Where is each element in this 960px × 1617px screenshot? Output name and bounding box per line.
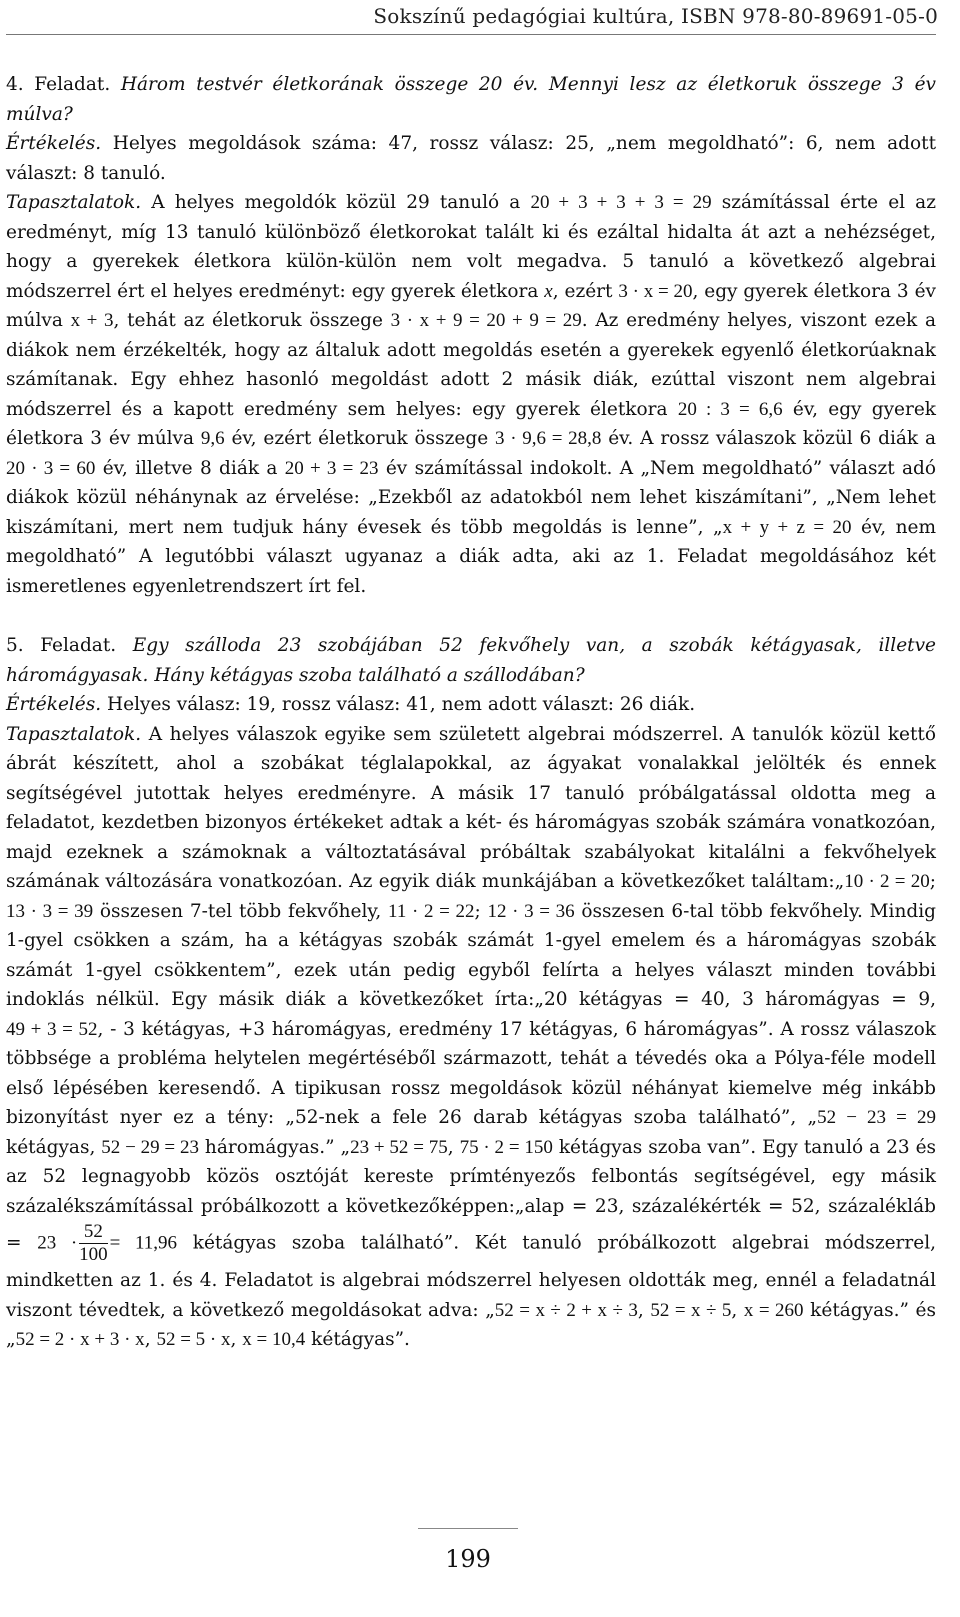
math-expression: 52 = 2 · x + 3 · x xyxy=(15,1329,145,1350)
math-expression: 3 · 9,6 = 28,8 xyxy=(495,428,602,449)
math-expression: 20 + 3 = 23 xyxy=(284,457,379,479)
math-expression: 10 · 2 = 20 xyxy=(844,871,930,892)
text-run: , xyxy=(637,1299,644,1321)
text-run: , - 3 kétágyas, +3 háromágyas, eredmény 17 kétágyas, 6 háromágyas”. A rossz válaszok többsége a probléma helytelen megértéséből származott, tehát a tévedés oka a Pólya-féle modell első lépésében keresendő. A tipikusan rossz megoldások közül néhányat kiemelve még inkább bizonyítást nyer ez a tény: „52-nek a fele 26 darab kétágyas szoba található”, „ xyxy=(6,1018,936,1128)
math-variable: x xyxy=(544,280,553,302)
text-run: kétágyas.” és „ xyxy=(6,1299,936,1350)
math-expression: 52 = 5 · x xyxy=(156,1329,231,1350)
text-run: számítással érte el az eredményt, míg 13 tanuló különböző életkorokat talált ki és ezáltal hidalta át azt a nehézséget, hogy a gyerekek életkora külön-külön nem volt megadva. 5 tanuló a következő algebrai módszerrel ért el helyes eredményt: egy gyerek életkora xyxy=(6,192,936,302)
task-5-question: Egy szálloda 23 szobájában 52 fekvőhely van, a szobák kétágyasak, illetve háromágyasak. Hány kétágyas szoba található a szállodában? xyxy=(6,635,937,686)
math-expression: x + y + z = 20 xyxy=(722,516,852,538)
math-expression: 9,6 xyxy=(200,428,225,449)
task-4-eval-label: Értékelés. xyxy=(6,133,102,154)
math-expression: x = 10,4 xyxy=(242,1329,306,1350)
text-run: , tehát az életkoruk összege xyxy=(113,310,383,331)
task-5-exp-label: Tapasztalatok. xyxy=(6,723,142,745)
text-run: év, ezért életkoruk összege xyxy=(231,428,489,449)
text-run: , egy gyerek életkora 3 év múlva xyxy=(6,280,936,331)
task-5-evaluation xyxy=(6,690,936,720)
math-expression: 3 · x = 20 xyxy=(618,280,693,302)
task-4-label: 4. Feladat. xyxy=(6,74,111,95)
header-rule xyxy=(6,34,936,35)
math-expression: 23 + 52 = 75 xyxy=(350,1136,448,1158)
page-body xyxy=(6,70,936,1355)
text-run: háromágyas.” „ xyxy=(204,1136,351,1158)
task-4-eval-text: Helyes megoldások száma: 47, rossz válasz: 25, „nem megoldható”: 6, nem adott választ: 8 tanuló. xyxy=(6,133,937,184)
text-run: A helyes megoldók közül 29 tanuló a xyxy=(151,192,521,213)
math-expression: 11 · 2 = 22 xyxy=(388,900,475,922)
text-run: összesen 6-tal több fekvőhely. Mindig 1-gyel csökken a szám, ha a kétágyas szobák számát 1-gyel emelem és a háromágyas szobák számát 1-gyel csökkentem”, ezek után pedig egyből felírta a helyes választ minden további indoklás nélkül. Egy másik diák a következőket írta:„20 kétágyas = 40, 3 háromágyas = 9, xyxy=(6,900,936,1010)
math-expression: 52 = x ÷ 5 xyxy=(650,1299,732,1321)
fraction-prefix: 23 · xyxy=(37,1232,78,1254)
task-4-statement xyxy=(6,70,936,129)
math-expression: x = 260 xyxy=(743,1299,804,1321)
fraction xyxy=(79,1221,108,1266)
math-expression: 20 : 3 = 6,6 xyxy=(677,398,783,420)
task-5-eval-label: Értékelés. xyxy=(6,694,102,715)
math-expression: x + 3 xyxy=(70,310,114,331)
math-expression: 49 + 3 = 52 xyxy=(6,1018,98,1040)
math-expression: 75 · 2 = 150 xyxy=(459,1136,553,1158)
fraction-denominator: 100 xyxy=(79,1244,108,1265)
task-4-evaluation xyxy=(6,129,936,188)
text-run: A helyes válaszok egyike sem született algebrai módszerrel. A tanulók közül kettő ábrát készített, ahol a szobákat téglalapokkal, az ágyakat vonalakkal jelölték és ennek segítségével jutottak helyes eredményre. A másik 17 tanuló próbálgatással oldotta meg a feladatot, kezdetben bizonyos értékeket adtak a két- és háromágyas szobák számára vonatkozóan, majd ezeknek a számoknak a változtatásával próbáltak szabályokat kitalálni a fekvőhelyek számának változására vonatkozóan. Az egyik diák munkájában a következőket találtam:„ xyxy=(6,723,936,892)
text-run: év, egy gyerek életkora 3 év múlva xyxy=(6,398,936,449)
task-4-question: Három testvér életkorának összege 20 év. Mennyi lesz az életkoruk összege 3 év múlva? xyxy=(6,74,936,125)
math-expression: 13 · 3 = 39 xyxy=(6,900,94,922)
page-header: Sokszínű pedagógiai kultúra, ISBN 978-80-89691-05-0 xyxy=(373,4,938,28)
footer-rule xyxy=(418,1528,518,1529)
task-4-exp-label: Tapasztalatok. xyxy=(6,192,142,213)
text-run: kétágyas, xyxy=(6,1136,96,1158)
math-expression: 3 · x + 9 = 20 + 9 = 29 xyxy=(390,310,582,331)
text-run: , xyxy=(731,1299,738,1321)
text-run: ; xyxy=(474,900,481,922)
math-expression: 20 · 3 = 60 xyxy=(6,457,96,479)
page-number: 199 xyxy=(445,1545,491,1573)
text-run: összesen 7-tel több fekvőhely, xyxy=(99,900,382,922)
text-run: . Az eredmény helyes, viszont ezek a diákok nem érzékelték, hogy az általuk adott megoldás esetén a gyerekek egyenlő életkorúaknak számítanak. Egy ehhez hasonló megoldást adott 2 másik diák, ezúttal viszont nem algebrai módszerrel és a kapott eredmény sem helyes: egy gyerek életkora xyxy=(6,310,936,420)
text-run: év, illetve 8 diák a xyxy=(102,457,278,479)
text-run: kétágyas”. xyxy=(311,1329,410,1350)
text-run: kétágyas szoba található”. Két tanuló próbálkozott algebrai módszerrel, mindketten az 1. és 4. Feladatot is algebrai módszerrel helyesen oldották meg, ennél a feladatnál viszont tévedtek, a következő megoldásokat adva: „ xyxy=(6,1232,936,1321)
text-run: ; xyxy=(929,871,936,892)
task-5-label: 5. Feladat. xyxy=(6,635,117,656)
math-expression: = 11,96 xyxy=(109,1232,178,1254)
section-gap xyxy=(6,601,936,631)
text-run: , xyxy=(144,1329,151,1350)
math-expression: 52 = x ÷ 2 + x ÷ 3 xyxy=(494,1299,638,1321)
text-run: kétágyas szoba van”. Egy tanuló a 23 és az 52 legnagyobb közös osztóját kereste prímtényezős felbontás segítségével, egy másik százalékszámítással próbálkozott a következőképpen:„alap = 23, százalékérték = 52, százalékláb = xyxy=(6,1136,937,1254)
text-run: , xyxy=(230,1329,237,1350)
task-5-eval-text: Helyes válasz: 19, rossz válasz: 41, nem adott választ: 26 diák. xyxy=(107,694,696,715)
math-expression: 52 − 29 = 23 xyxy=(101,1136,199,1158)
task-5-statement xyxy=(6,631,936,690)
math-expression: 12 · 3 = 36 xyxy=(487,900,575,922)
text-run: év. A rossz válaszok közül 6 diák a xyxy=(608,428,936,449)
task-5-experiences xyxy=(6,720,936,1355)
text-run: év, nem megoldható” A legutóbbi választ ugyanaz a diák adta, aki az 1. Feladat megoldásához két ismeretlenes egyenletrendszert írt fel. xyxy=(6,516,936,597)
fraction-numerator: 52 xyxy=(79,1221,108,1244)
task-4-experiences xyxy=(6,188,936,601)
math-expression: 20 + 3 + 3 + 3 = 29 xyxy=(530,192,712,213)
math-expression: 52 − 23 = 29 xyxy=(817,1107,936,1128)
text-run: , xyxy=(447,1136,454,1158)
text-run: év számítással indokolt. A „Nem megoldható” választ adó diákok közül néhánynak az érvelése: „Ezekből az adatokból nem lehet kiszámítani”, „Nem lehet kiszámítani, mert nem tudjuk hány évesek és több megoldás is lenne”, „ xyxy=(6,457,937,538)
text-run: , ezért xyxy=(552,280,613,302)
